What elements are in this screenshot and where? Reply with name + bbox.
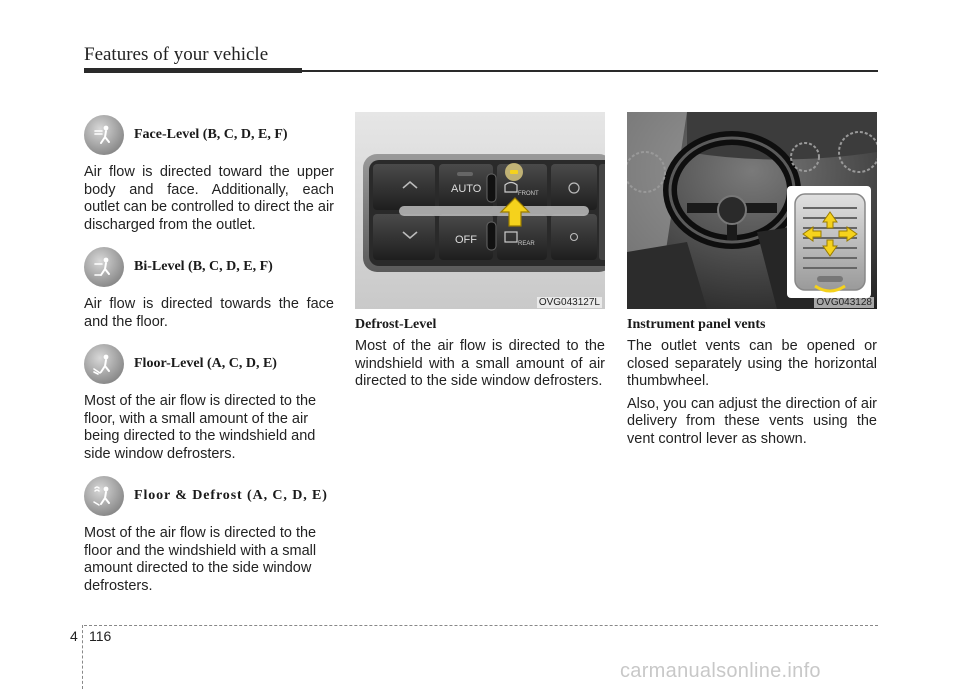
mode-label: Floor & Defrost (A, C, D, E) xyxy=(134,488,328,503)
vents-paragraph-2: Also, you can adjust the direction of air delivery from these vents using the vent control lever as shown. xyxy=(627,395,877,447)
airflow-modes-column xyxy=(84,112,334,595)
mode-bi-level xyxy=(84,244,334,331)
vents-title: Instrument panel vents xyxy=(627,317,766,332)
defrost-level-title: Defrost-Level xyxy=(355,317,437,332)
chapter-number: 4 xyxy=(70,628,78,644)
image-code: OVG043127L xyxy=(538,297,600,308)
floor-level-icon xyxy=(84,344,124,384)
image-code: OVG043128 xyxy=(816,297,872,308)
watermark: carmanualsonline.info xyxy=(620,660,821,682)
mode-floor-defrost xyxy=(84,473,334,595)
front-button-label: FRONT xyxy=(518,191,539,197)
mode-label: Face-Level (B, C, D, E, F) xyxy=(134,127,288,142)
page-header-title: Features of your vehicle xyxy=(84,44,269,65)
defrost-column xyxy=(355,112,605,391)
mode-label: Floor-Level (A, C, D, E) xyxy=(134,356,277,371)
page-number: 116 xyxy=(89,628,112,644)
bi-level-icon xyxy=(84,247,124,287)
defrost-level-text: Most of the air flow is directed to the windshield with a small amount of air directed to the side window defrosters. xyxy=(355,338,605,389)
mode-description: Most of the air flow is directed to the floor and the windshield with a small amount directed to the side window defrosters. xyxy=(84,525,317,594)
header-rule-thick xyxy=(84,68,302,73)
mode-label: Bi-Level (B, C, D, E, F) xyxy=(134,259,273,274)
rear-button-label: REAR xyxy=(518,241,535,247)
mode-description: Air flow is directed towards the face and the floor. xyxy=(84,296,334,330)
footer-rule xyxy=(84,625,878,626)
vents-paragraph-1: The outlet vents can be opened or closed separately using the horizontal thumbwheel. xyxy=(627,338,877,389)
footer-divider xyxy=(82,625,83,689)
off-button-label: OFF xyxy=(455,234,477,246)
mode-face-level xyxy=(84,112,334,234)
face-level-icon xyxy=(84,115,124,155)
instrument-panel-image xyxy=(627,112,877,309)
vents-column xyxy=(627,112,877,448)
mode-description: Most of the air flow is directed to the floor, with a small amount of the air being directed to the windshield and side window defrosters. xyxy=(84,393,317,462)
floor-defrost-icon xyxy=(84,476,124,516)
mode-description: Air flow is directed toward the upper body and face. Additionally, each outlet can be controlled to direct the air discharged from the outlet. xyxy=(84,164,334,233)
climate-control-panel-image xyxy=(355,112,605,309)
auto-button-label: AUTO xyxy=(451,183,482,195)
mode-floor-level xyxy=(84,341,334,463)
header-rule-thin xyxy=(302,70,878,72)
